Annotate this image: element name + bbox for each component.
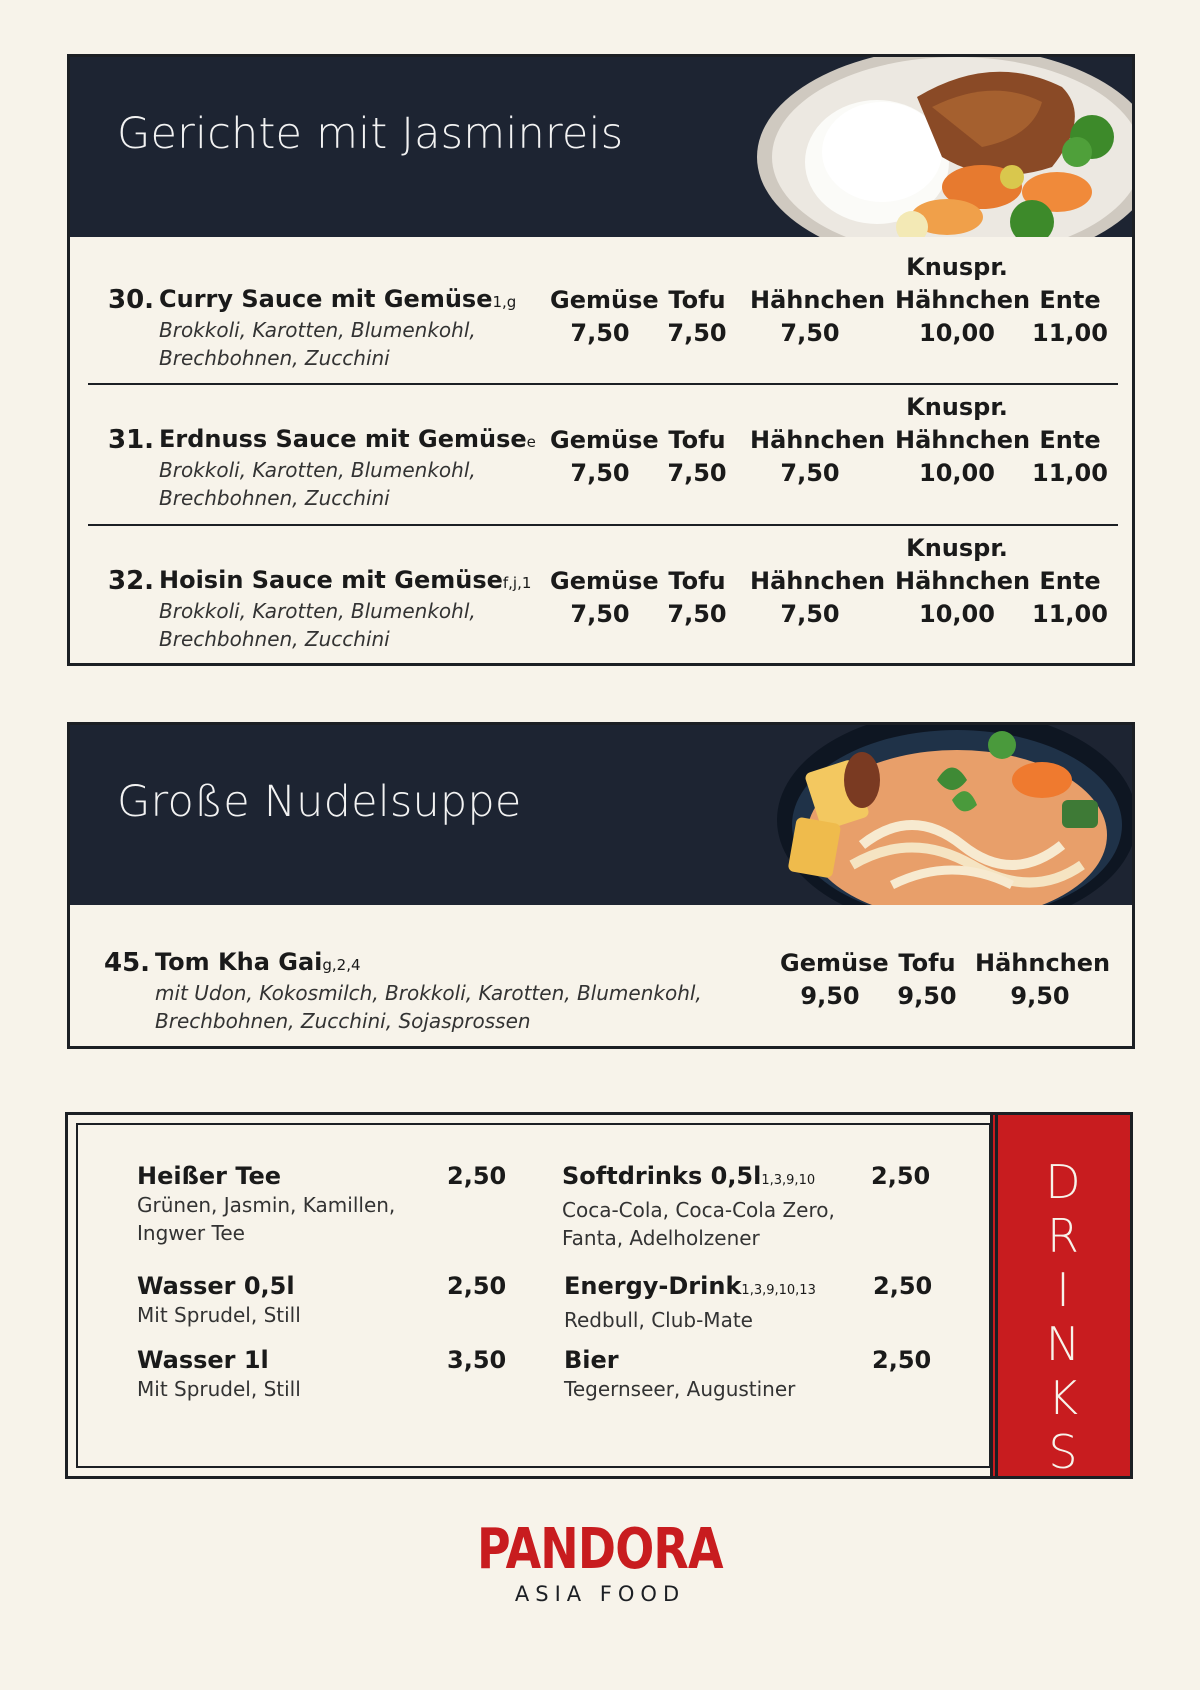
drink-item (137, 1161, 395, 1247)
nudel-section (67, 722, 1135, 1049)
drink-price: 2,50 (873, 1272, 933, 1300)
dish-name: Hoisin Sauce mit Gemüsef,j,1 (159, 566, 532, 594)
price-option-gemuese: Gemüse 7,50 (550, 426, 659, 487)
dish-number: 31. (108, 425, 155, 455)
dish-number: 45. (104, 948, 151, 978)
drink-price: 2,50 (872, 1346, 932, 1374)
drink-name: Energy-Drink1,3,9,10,13 (564, 1272, 816, 1300)
price-option-haehnchen: Hähnchen 7,50 (750, 567, 886, 628)
drinks-band (990, 1115, 1130, 1479)
price-option-gemuese: Gemüse 7,50 (550, 567, 659, 628)
drink-description: Tegernseer, Augustiner (564, 1377, 796, 1401)
price-option-ente: Ente 11,00 (1032, 567, 1108, 628)
dish-description: Brokkoli, Karotten, Blumenkohl, Brechbohnen, Zucchini (159, 318, 476, 370)
drink-name: Heißer Tee (137, 1162, 282, 1190)
allergen-codes: 1,g (492, 293, 517, 311)
rice-dish-image (732, 57, 1132, 237)
dish-name: Erdnuss Sauce mit Gemüsee (159, 425, 536, 453)
price-option-haehnchen: Hähnchen 9,50 (975, 949, 1111, 1010)
drinks-vertical-title: D R I N K S (1045, 1155, 1083, 1479)
dish-description: Brokkoli, Karotten, Blumenkohl, Brechbohnen, Zucchini (159, 599, 476, 651)
jasmin-title: Gerichte mit Jasminreis (117, 109, 624, 159)
drink-description: Grünen, Jasmin, Kamillen, Ingwer Tee (137, 1193, 396, 1245)
drink-name: Wasser 0,5l (137, 1272, 295, 1300)
nudel-header (70, 725, 1132, 905)
dish-row-30 (70, 237, 1132, 380)
allergen-codes: 1,3,9,10 (761, 1173, 816, 1188)
drink-item (137, 1271, 301, 1329)
price-option-gemuese: Gemüse 9,50 (780, 949, 889, 1010)
drink-price: 2,50 (871, 1162, 931, 1190)
drink-description: Mit Sprudel, Still (137, 1303, 301, 1327)
nudel-title: Große Nudelsuppe (117, 777, 522, 827)
drink-price: 2,50 (447, 1162, 507, 1190)
allergen-codes: 1,3,9,10,13 (741, 1283, 816, 1298)
price-option-tofu: Tofu 7,50 (667, 286, 727, 347)
drink-item (562, 1161, 835, 1252)
price-option-ente: Ente 11,00 (1032, 426, 1108, 487)
drink-item (137, 1345, 301, 1403)
dish-number: 32. (108, 566, 155, 596)
drink-name: Softdrinks 0,5l1,3,9,10 (562, 1162, 816, 1190)
price-option-tofu: Tofu 9,50 (897, 949, 957, 1010)
dish-name: Curry Sauce mit Gemüse1,g (159, 285, 517, 313)
price-option-haehnchen: Hähnchen 7,50 (750, 286, 886, 347)
dish-name: Tom Kha Gaig,2,4 (155, 948, 361, 976)
drink-item (564, 1345, 795, 1403)
dish-description: Brokkoli, Karotten, Blumenkohl, Brechbohnen, Zucchini (159, 458, 476, 510)
allergen-codes: e (526, 433, 536, 451)
dish-description: mit Udon, Kokosmilch, Brokkoli, Karotten, Blumenkohl, Brechbohnen, Zucchini, Sojasprossen (155, 981, 702, 1033)
price-option-gemuese: Gemüse 7,50 (550, 286, 659, 347)
price-option-tofu: Tofu 7,50 (667, 567, 727, 628)
price-option-haehnchen: Hähnchen 7,50 (750, 426, 886, 487)
dish-row-45 (70, 905, 1132, 1046)
price-option-knuspr-haehnchen: Knuspr. Hähnchen 10,00 (895, 534, 1031, 628)
price-option-knuspr-haehnchen: Knuspr. Hähnchen 10,00 (895, 253, 1031, 347)
logo-tagline: ASIA FOOD (514, 1582, 686, 1606)
drink-description: Mit Sprudel, Still (137, 1377, 301, 1401)
dish-row-32 (70, 521, 1132, 663)
jasmin-section (67, 54, 1135, 666)
drink-price: 2,50 (447, 1272, 507, 1300)
pandora-logo (0, 1517, 1200, 1606)
drinks-section (65, 1112, 1133, 1479)
drink-item (564, 1271, 816, 1334)
drink-description: Coca-Cola, Coca-Cola Zero, Fanta, Adelholzener (562, 1198, 835, 1250)
price-option-knuspr-haehnchen: Knuspr. Hähnchen 10,00 (895, 393, 1031, 487)
drink-description: Redbull, Club-Mate (564, 1308, 753, 1332)
jasmin-header (70, 57, 1132, 237)
drink-name: Bier (564, 1346, 619, 1374)
allergen-codes: f,j,1 (502, 574, 532, 592)
allergen-codes: g,2,4 (322, 956, 361, 974)
price-option-ente: Ente 11,00 (1032, 286, 1108, 347)
logo-wordmark: PANDORA (477, 1517, 723, 1582)
jasmin-dish-list (70, 237, 1132, 651)
drink-name: Wasser 1l (137, 1346, 269, 1374)
price-option-tofu: Tofu 7,50 (667, 426, 727, 487)
dish-number: 30. (108, 285, 155, 315)
drink-price: 3,50 (447, 1346, 507, 1374)
dish-row-31 (70, 380, 1132, 523)
noodle-soup-image (762, 725, 1132, 905)
